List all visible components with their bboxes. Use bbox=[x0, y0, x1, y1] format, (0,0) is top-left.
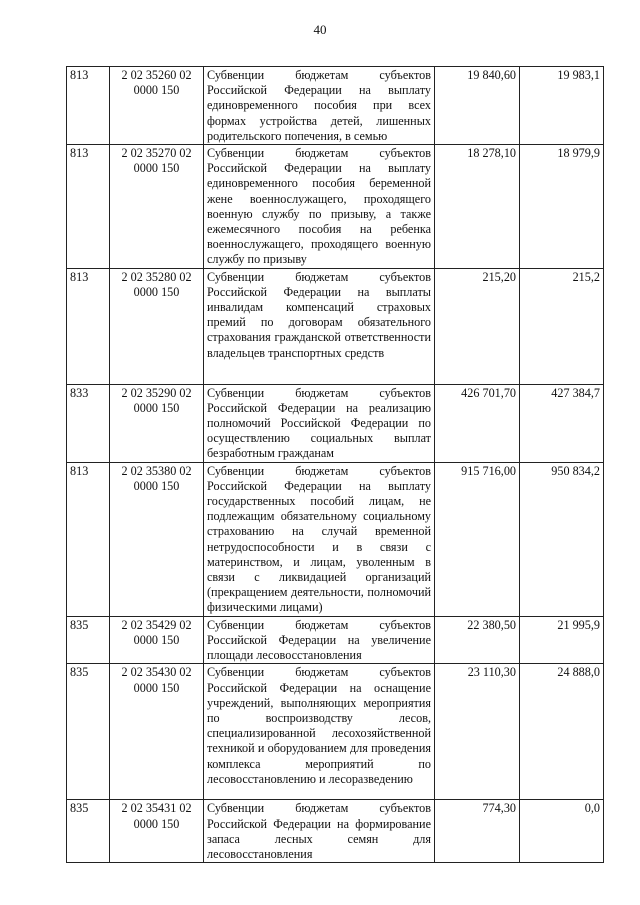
income-name-cell: Субвенции бюджетам субъектов Российской Федерации на выплату государственных пособий лицам, не подлежащим обязательному социальному страхованию на случай временной нетрудоспособности и в связи с материнством, и лицам, уволенным в связи с ликвидацией организаций (прекращением деятельности, полномочий физическими лицами) bbox=[204, 462, 435, 616]
income-name-cell: Субвенции бюджетам субъектов Российской Федерации на увеличение площади лесовосстановления bbox=[204, 616, 435, 664]
amount-year1-cell: 915 716,00 bbox=[435, 462, 520, 616]
amount-year1-cell: 426 701,70 bbox=[435, 384, 520, 462]
amount-year2-cell: 21 995,9 bbox=[520, 616, 604, 664]
budget-code-cell: 2 02 35260 02 0000 150 bbox=[110, 67, 204, 145]
table-row bbox=[67, 616, 604, 664]
admin-code-cell: 835 bbox=[67, 800, 110, 863]
admin-code-cell: 813 bbox=[67, 462, 110, 616]
amount-year2-cell: 0,0 bbox=[520, 800, 604, 863]
page-number: 40 bbox=[313, 22, 327, 37]
admin-code-cell: 813 bbox=[67, 145, 110, 269]
amount-year2-cell: 427 384,7 bbox=[520, 384, 604, 462]
income-name-cell: Субвенции бюджетам субъектов Российской Федерации на оснащение учреждений, выполняющих мероприятия по воспроизводству лесов, специализированной лесохозяйственной техникой и оборудованием для проведения комплекса мероприятий по лесовосстановлению и лесоразведению bbox=[204, 664, 435, 800]
income-name-cell: Субвенции бюджетам субъектов Российской Федерации на реализацию полномочий Российской Федерации по осуществлению социальных выплат безработным гражданам bbox=[204, 384, 435, 462]
admin-code-cell: 835 bbox=[67, 664, 110, 800]
amount-year2-cell: 18 979,9 bbox=[520, 145, 604, 269]
income-name-cell: Субвенции бюджетам субъектов Российской Федерации на выплату единовременного пособия при всех формах устройства детей, лишенных родительского попечения, в семью bbox=[204, 67, 435, 145]
table-row bbox=[67, 145, 604, 269]
budget-code-cell: 2 02 35270 02 0000 150 bbox=[110, 145, 204, 269]
amount-year1-cell: 22 380,50 bbox=[435, 616, 520, 664]
income-name-cell: Субвенции бюджетам субъектов Российской Федерации на выплату единовременного пособия беременной жене военнослужащего, проходящего военную службу по призыву, а также ежемесячного пособия на ребенка военнослужащего, проходящего военную службу по призыву bbox=[204, 145, 435, 269]
table-row bbox=[67, 67, 604, 145]
budget-code-cell: 2 02 35380 02 0000 150 bbox=[110, 462, 204, 616]
admin-code-cell: 835 bbox=[67, 616, 110, 664]
table-row bbox=[67, 268, 604, 384]
income-name-cell: Субвенции бюджетам субъектов Российской Федерации на выплаты инвалидам компенсаций страховых премий по договорам обязательного страхования гражданской ответственности владельцев транспортных средств bbox=[204, 268, 435, 384]
budget-code-cell: 2 02 35280 02 0000 150 bbox=[110, 268, 204, 384]
table-row bbox=[67, 462, 604, 616]
admin-code-cell: 833 bbox=[67, 384, 110, 462]
amount-year2-cell: 215,2 bbox=[520, 268, 604, 384]
admin-code-cell: 813 bbox=[67, 67, 110, 145]
amount-year2-cell: 19 983,1 bbox=[520, 67, 604, 145]
income-name-cell: Субвенции бюджетам субъектов Российской Федерации на формирование запаса лесных семян для лесовосстановления bbox=[204, 800, 435, 863]
budget-table bbox=[66, 66, 604, 863]
amount-year1-cell: 18 278,10 bbox=[435, 145, 520, 269]
amount-year1-cell: 19 840,60 bbox=[435, 67, 520, 145]
budget-code-cell: 2 02 35429 02 0000 150 bbox=[110, 616, 204, 664]
budget-code-cell: 2 02 35430 02 0000 150 bbox=[110, 664, 204, 800]
budget-code-cell: 2 02 35431 02 0000 150 bbox=[110, 800, 204, 863]
amount-year1-cell: 23 110,30 bbox=[435, 664, 520, 800]
table-row bbox=[67, 664, 604, 800]
amount-year2-cell: 950 834,2 bbox=[520, 462, 604, 616]
budget-code-cell: 2 02 35290 02 0000 150 bbox=[110, 384, 204, 462]
admin-code-cell: 813 bbox=[67, 268, 110, 384]
amount-year2-cell: 24 888,0 bbox=[520, 664, 604, 800]
table-row bbox=[67, 800, 604, 863]
amount-year1-cell: 774,30 bbox=[435, 800, 520, 863]
amount-year1-cell: 215,20 bbox=[435, 268, 520, 384]
table-row bbox=[67, 384, 604, 462]
